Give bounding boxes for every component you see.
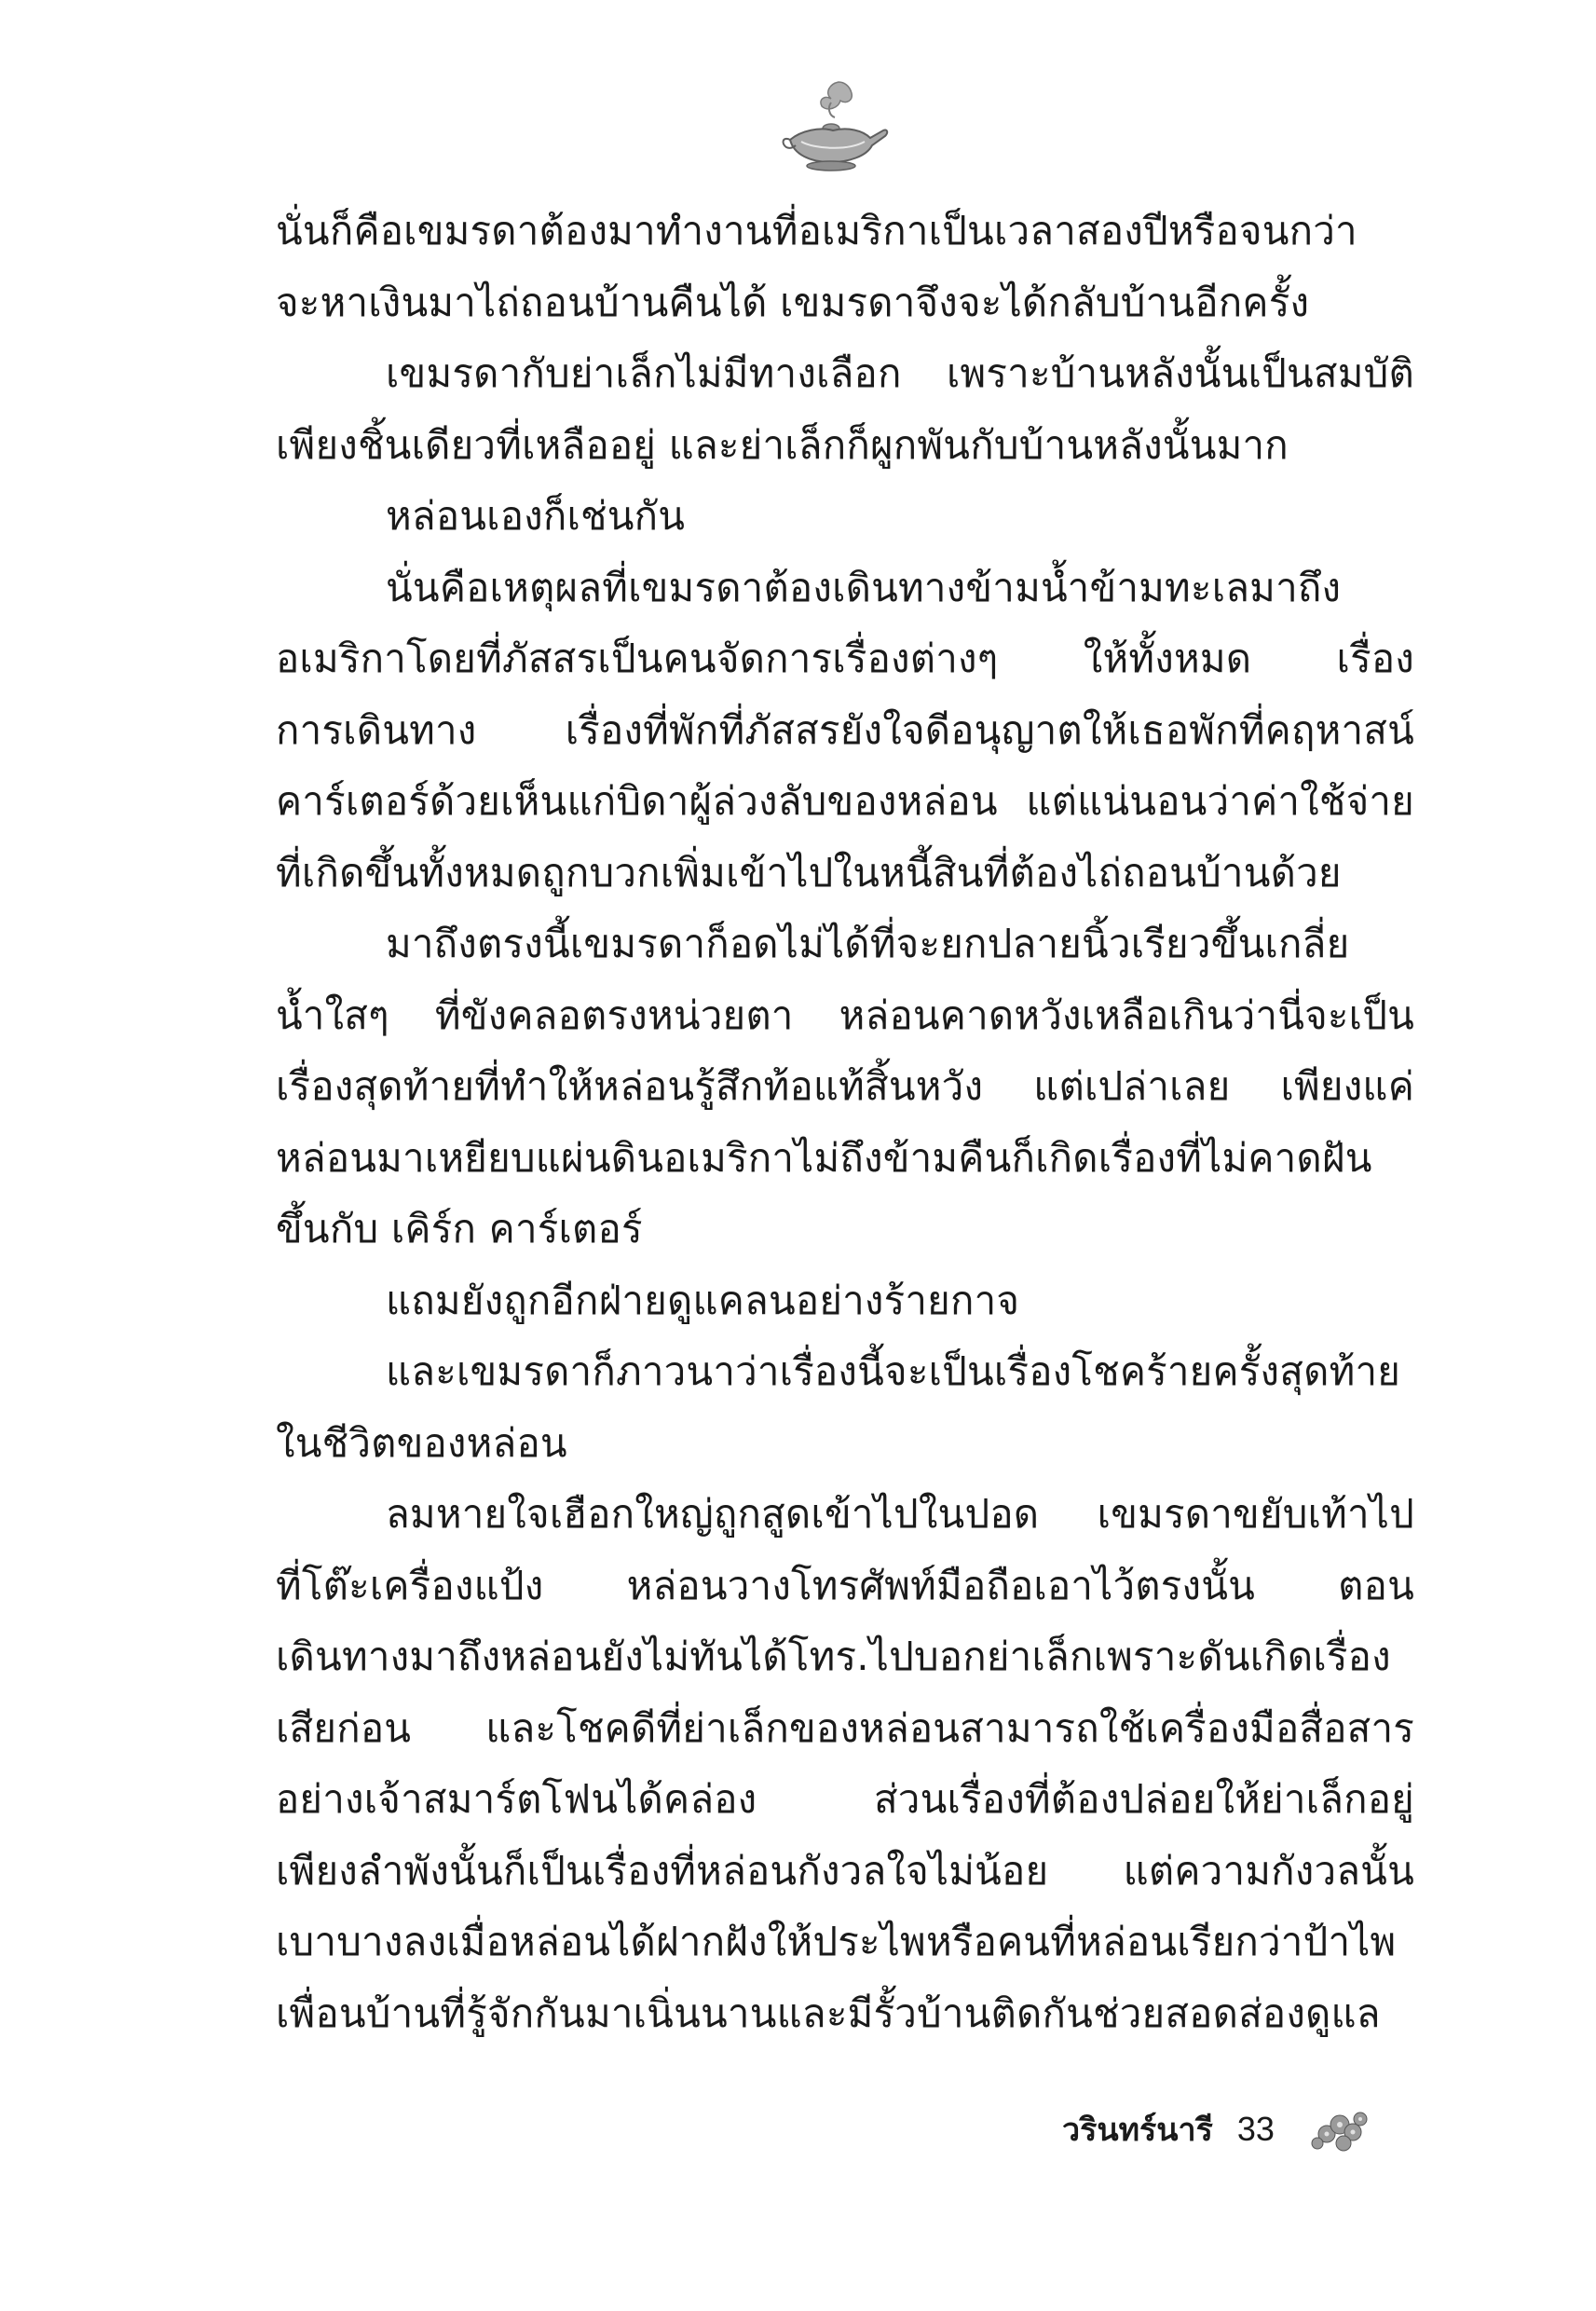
text-line: คาร์เตอร์ด้วยเห็นแก่บิดาผู้ล่วงลับของหล่อน แต่แน่นอนว่าค่าใช้จ่าย [276,778,1414,824]
text-line: จะหาเงินมาไถ่ถอนบ้านคืนได้ เขมรดาจึงจะได้กลับบ้านอีกครั้ง [276,279,1310,325]
text-line: หล่อนมาเหยียบแผ่นดินอเมริกาไม่ถึงข้ามคืนก็เกิดเรื่องที่ไม่คาดฝัน [276,1134,1372,1181]
text-line: นั่นก็คือเขมรดาต้องมาทำงานที่อเมริกาเป็นเวลาสองปีหรือจนกว่า [276,208,1357,253]
text-line: เสียก่อน และโชคดีที่ย่าเล็กของหล่อนสามารถใช้เครื่องมือสื่อสาร [276,1704,1414,1751]
page-number: 33 [1236,2110,1275,2148]
text-line: เพื่อนบ้านที่รู้จักกันมาเนิ่นนานและมีรั้วบ้านติดกันช่วยสอดส่องดูแล [276,1990,1381,2036]
text-line: ขึ้นกับ เคิร์ก คาร์เตอร์ [276,1206,643,1251]
text-line: ที่โต๊ะเครื่องแป้ง หล่อนวางโทรศัพท์มือถือเอาไว้ตรงนั้น ตอน [276,1562,1414,1608]
text-line: ในชีวิตของหล่อน [276,1419,567,1466]
flower-cluster-icon [1299,2097,1383,2162]
text-line: และเขมรดาก็ภาวนาว่าเรื่องนี้จะเป็นเรื่องโชคร้ายครั้งสุดท้าย [386,1348,1401,1394]
text-line: เบาบางลงเมื่อหล่อนได้ฝากฝังให้ประไพหรือคนที่หล่อนเรียกว่าป้าไพ [276,1919,1397,1964]
body-text [276,196,1414,2049]
magic-lamp-icon [773,75,894,177]
text-line: น้ำใสๆ ที่ขังคลอตรงหน่วยตา หล่อนคาดหวังเหลือเกินว่านี่จะเป็น [276,991,1414,1038]
text-line: เรื่องสุดท้ายที่ทำให้หล่อนรู้สึกท้อแท้สิ้นหวัง แต่เปล่าเลย เพียงแค่ [276,1063,1414,1109]
text-line: ลมหายใจเฮือกใหญ่ถูกสูดเข้าไปในปอด เขมรดาขยับเท้าไป [386,1491,1414,1537]
text-line: เดินทางมาถึงหล่อนยังไม่ทันได้โทร.ไปบอกย่าเล็กเพราะดันเกิดเรื่อง [276,1634,1391,1679]
text-line: อย่างเจ้าสมาร์ตโฟนได้คล่อง ส่วนเรื่องที่ต้องปล่อยให้ย่าเล็กอยู่ [276,1776,1414,1822]
text-line: หล่อนเองก็เช่นกัน [386,493,686,539]
text-line: เพียงลำพังนั้นก็เป็นเรื่องที่หล่อนกังวลใจไม่น้อย แต่ความกังวลนั้น [276,1847,1414,1894]
page-footer [1062,2101,1383,2157]
text-line: อเมริกาโดยที่ภัสสรเป็นคนจัดการเรื่องต่างๆ ให้ทั้งหมด เรื่อง [276,636,1414,681]
text-line: นั่นคือเหตุผลที่เขมรดาต้องเดินทางข้ามน้ำข้ามทะเลมาถึง [386,564,1342,610]
text-line: การเดินทาง เรื่องที่พักที่ภัสสรยังใจดีอนุญาตให้เธอพักที่คฤหาสน์ [276,706,1414,753]
text-line: มาถึงตรงนี้เขมรดาก็อดไม่ได้ที่จะยกปลายนิ้วเรียวขึ้นเกลี่ย [386,921,1350,966]
text-line: เขมรดากับย่าเล็กไม่มีทางเลือก เพราะบ้านหลังนั้นเป็นสมบัติ [386,350,1414,396]
text-line: เพียงชิ้นเดียวที่เหลืออยู่ และย่าเล็กก็ผูกพันกับบ้านหลังนั้นมาก [276,421,1289,468]
text-line: ที่เกิดขึ้นทั้งหมดถูกบวกเพิ่มเข้าไปในหนี้สินที่ต้องไถ่ถอนบ้านด้วย [276,849,1342,896]
text-line: แถมยังถูกอีกฝ่ายดูแคลนอย่างร้ายกาจ [386,1277,1020,1323]
book-title: วรินทร์นารี [1062,2112,1213,2149]
